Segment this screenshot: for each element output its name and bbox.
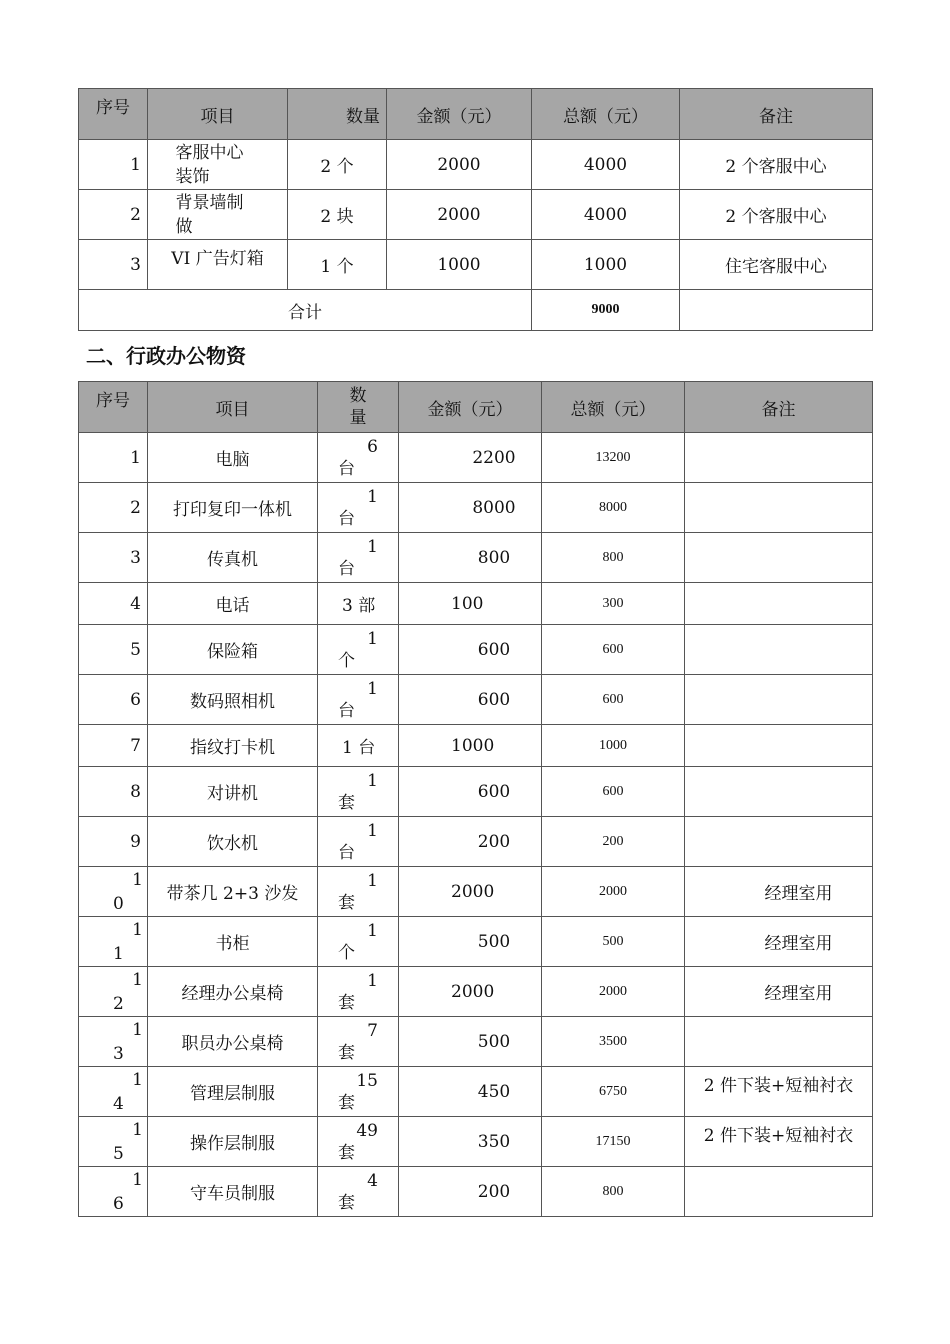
row-no-part: 1 <box>132 1169 143 1190</box>
row-note <box>685 817 873 867</box>
qty-count: 1 <box>367 628 378 649</box>
row-note <box>685 483 873 533</box>
office-supplies-table <box>78 381 873 1217</box>
row-note <box>685 625 873 675</box>
row-amount: 800 <box>399 533 542 583</box>
row-no: 5 <box>79 625 148 675</box>
row-total: 800 <box>542 1167 685 1217</box>
row-qty <box>338 1170 378 1214</box>
qty-count: 1 <box>367 536 378 557</box>
qty-count: 1 <box>367 678 378 699</box>
table-row <box>79 967 873 1017</box>
table-row <box>79 1167 873 1217</box>
qty-unit: 台 <box>338 700 355 721</box>
table-row <box>79 817 873 867</box>
row-no: 3 <box>79 533 148 583</box>
sum-note <box>680 290 873 331</box>
row-note <box>685 1167 873 1217</box>
row-qty: 1 台 <box>318 725 399 767</box>
table-row <box>79 1067 873 1117</box>
qty-count: 1 <box>367 770 378 791</box>
row-no-part: 1 <box>132 1069 143 1090</box>
row-no: 4 <box>79 583 148 625</box>
qty-unit: 套 <box>338 1092 355 1113</box>
qty-count: 1 <box>367 920 378 941</box>
row-item: 带茶几 2+3 沙发 <box>148 867 318 917</box>
qty-unit: 套 <box>338 1142 355 1163</box>
header-qty: 数量 <box>288 89 387 140</box>
row-total: 2000 <box>542 967 685 1017</box>
row-note <box>685 533 873 583</box>
sum-label: 合计 <box>79 290 532 331</box>
row-qty <box>338 770 378 814</box>
row-qty: 2 块 <box>288 190 387 240</box>
row-total: 2000 <box>542 867 685 917</box>
sum-row <box>79 290 873 331</box>
row-item: 书柜 <box>148 917 318 967</box>
row-note <box>685 675 873 725</box>
row-no <box>79 918 147 966</box>
row-total: 300 <box>542 583 685 625</box>
qty-unit: 套 <box>338 1042 355 1063</box>
row-amount: 500 <box>399 917 542 967</box>
row-no: 2 <box>79 483 148 533</box>
table-row <box>79 140 873 190</box>
row-no-part: 1 <box>132 919 143 940</box>
qty-count: 1 <box>367 820 378 841</box>
row-no <box>79 1118 147 1166</box>
section-title: 二、行政办公物资 <box>86 344 246 368</box>
row-item: 保险箱 <box>148 625 318 675</box>
table-row <box>79 240 873 290</box>
qty-unit: 套 <box>338 992 355 1013</box>
row-qty: 3 部 <box>318 583 399 625</box>
qty-unit: 个 <box>338 650 355 671</box>
row-qty <box>338 1020 378 1064</box>
row-qty <box>338 536 378 580</box>
row-note <box>685 767 873 817</box>
row-no-part: 1 <box>132 969 143 990</box>
row-qty <box>338 870 378 914</box>
row-total: 600 <box>542 767 685 817</box>
row-total: 600 <box>542 625 685 675</box>
row-no: 9 <box>79 817 148 867</box>
table-row <box>79 675 873 725</box>
qty-unit: 台 <box>338 508 355 529</box>
table-row <box>79 1017 873 1067</box>
row-no: 8 <box>79 767 148 817</box>
table-row <box>79 433 873 483</box>
table-row <box>79 1117 873 1167</box>
row-note <box>685 1017 873 1067</box>
qty-count: 1 <box>367 970 378 991</box>
row-note: 2 个客服中心 <box>680 140 873 190</box>
qty-count: 7 <box>367 1020 378 1041</box>
row-item: 职员办公桌椅 <box>148 1017 318 1067</box>
row-item: 经理办公桌椅 <box>148 967 318 1017</box>
row-no: 6 <box>79 675 148 725</box>
row-qty <box>338 820 378 864</box>
row-qty <box>338 1120 378 1164</box>
table-header-row <box>79 89 873 140</box>
row-no <box>79 1168 147 1216</box>
qty-unit: 套 <box>338 792 355 813</box>
header-item: 项目 <box>148 382 318 433</box>
row-total: 600 <box>542 675 685 725</box>
row-item: 指纹打卡机 <box>148 725 318 767</box>
row-amount: 600 <box>399 767 542 817</box>
row-note <box>685 583 873 625</box>
header-amount: 金额（元） <box>387 89 532 140</box>
table-row <box>79 625 873 675</box>
qty-unit: 套 <box>338 1192 355 1213</box>
row-no-part: 6 <box>113 1193 124 1214</box>
table-row <box>79 533 873 583</box>
row-no <box>79 868 147 916</box>
row-amount: 1000 <box>399 725 542 767</box>
table-header-row <box>79 382 873 433</box>
row-total: 500 <box>542 917 685 967</box>
table-row <box>79 867 873 917</box>
qty-count: 4 <box>367 1170 378 1191</box>
qty-unit: 台 <box>338 458 355 479</box>
row-item: 传真机 <box>148 533 318 583</box>
row-amount: 8000 <box>399 483 542 533</box>
row-no <box>79 1068 147 1116</box>
row-item: 电脑 <box>148 433 318 483</box>
qty-count: 15 <box>356 1070 378 1091</box>
header-note: 备注 <box>685 382 873 433</box>
row-no: 3 <box>79 240 148 290</box>
row-amount: 600 <box>399 675 542 725</box>
row-total: 3500 <box>542 1017 685 1067</box>
row-no-part: 3 <box>113 1043 124 1064</box>
decoration-cost-table <box>78 88 873 331</box>
table-row <box>79 483 873 533</box>
row-no: 2 <box>79 190 148 240</box>
row-no-part: 5 <box>113 1143 124 1164</box>
row-no: 1 <box>79 433 148 483</box>
row-item: 对讲机 <box>148 767 318 817</box>
row-no: 1 <box>79 140 148 190</box>
row-amount: 2000 <box>399 967 542 1017</box>
row-item: 背景墙制做 <box>175 192 244 237</box>
row-note <box>685 725 873 767</box>
row-amount: 2000 <box>387 140 532 190</box>
row-amount: 500 <box>399 1017 542 1067</box>
row-amount: 200 <box>399 817 542 867</box>
qty-count: 49 <box>356 1120 378 1141</box>
row-qty <box>338 1070 378 1114</box>
row-amount: 450 <box>399 1067 542 1117</box>
row-note: 2 个客服中心 <box>680 190 873 240</box>
row-total: 4000 <box>532 190 680 240</box>
qty-unit: 个 <box>338 942 355 963</box>
table-row <box>79 190 873 240</box>
table-row <box>79 583 873 625</box>
row-item: 客服中心装饰 <box>175 142 244 187</box>
row-qty: 2 个 <box>288 140 387 190</box>
qty-count: 1 <box>367 870 378 891</box>
header-total: 总额（元） <box>542 382 685 433</box>
row-note <box>685 433 873 483</box>
row-total: 6750 <box>542 1067 685 1117</box>
row-amount: 2000 <box>399 867 542 917</box>
row-no <box>79 1018 147 1066</box>
row-note: 2 件下装+短袖衬衣 <box>685 1117 873 1167</box>
header-amount: 金额（元） <box>399 382 542 433</box>
header-no: 序号 <box>79 382 148 433</box>
table-row <box>79 917 873 967</box>
row-amount: 100 <box>399 583 542 625</box>
row-no-part: 1 <box>132 1019 143 1040</box>
row-total: 1000 <box>532 240 680 290</box>
row-total: 200 <box>542 817 685 867</box>
row-note: 2 件下装+短袖衬衣 <box>685 1067 873 1117</box>
row-note: 经理室用 <box>685 867 873 917</box>
row-qty <box>338 486 378 530</box>
row-no-part: 0 <box>113 893 124 914</box>
row-no-part: 2 <box>113 993 124 1014</box>
header-total: 总额（元） <box>532 89 680 140</box>
table-body <box>79 433 873 1217</box>
row-no <box>79 968 147 1016</box>
qty-unit: 台 <box>338 842 355 863</box>
row-total: 4000 <box>532 140 680 190</box>
qty-unit: 台 <box>338 558 355 579</box>
row-item: 电话 <box>148 583 318 625</box>
row-item: VI 广告灯箱 <box>148 240 288 290</box>
row-item: 管理层制服 <box>148 1067 318 1117</box>
row-qty <box>338 436 378 480</box>
header-no: 序号 <box>79 89 148 140</box>
row-amount: 2000 <box>387 190 532 240</box>
row-item: 饮水机 <box>148 817 318 867</box>
row-total: 13200 <box>542 433 685 483</box>
row-item: 操作层制服 <box>148 1117 318 1167</box>
qty-count: 6 <box>367 436 378 457</box>
row-note: 经理室用 <box>685 917 873 967</box>
row-amount: 200 <box>399 1167 542 1217</box>
header-item: 项目 <box>148 89 288 140</box>
row-amount: 1000 <box>387 240 532 290</box>
qty-count: 1 <box>367 486 378 507</box>
row-total: 17150 <box>542 1117 685 1167</box>
row-no-part: 1 <box>132 1119 143 1140</box>
row-amount: 2200 <box>399 433 542 483</box>
row-no-part: 4 <box>113 1093 124 1114</box>
row-total: 1000 <box>542 725 685 767</box>
qty-unit: 套 <box>338 892 355 913</box>
header-qty: 数量 <box>349 386 367 428</box>
row-total: 800 <box>542 533 685 583</box>
row-item: 打印复印一体机 <box>148 483 318 533</box>
row-no: 7 <box>79 725 148 767</box>
row-no-part: 1 <box>113 943 124 964</box>
header-note: 备注 <box>680 89 873 140</box>
row-note: 住宅客服中心 <box>680 240 873 290</box>
row-amount: 350 <box>399 1117 542 1167</box>
row-note: 经理室用 <box>685 967 873 1017</box>
row-qty <box>338 970 378 1014</box>
table-row <box>79 767 873 817</box>
sum-total: 9000 <box>532 290 680 331</box>
row-no-part: 1 <box>132 869 143 890</box>
row-total: 8000 <box>542 483 685 533</box>
row-amount: 600 <box>399 625 542 675</box>
row-item: 数码照相机 <box>148 675 318 725</box>
row-qty <box>338 678 378 722</box>
row-item: 守车员制服 <box>148 1167 318 1217</box>
row-qty <box>338 628 378 672</box>
row-qty <box>338 920 378 964</box>
table-row <box>79 725 873 767</box>
row-qty: 1 个 <box>288 240 387 290</box>
